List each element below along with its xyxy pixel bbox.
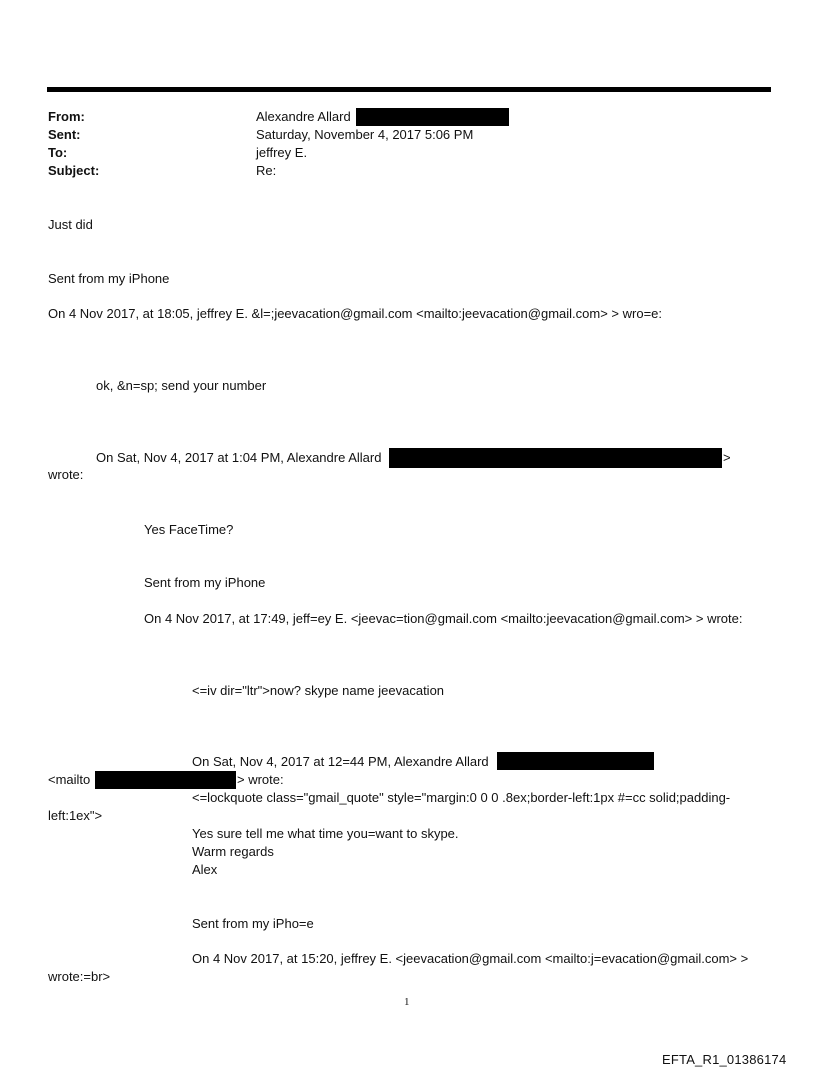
body-line-facetime: Yes FaceTime? [144, 522, 234, 537]
header-rule [47, 87, 771, 92]
quote-header-5-wrote: wrote:=br> [48, 969, 111, 984]
body-line-signature-2: Sent from my iPhone [144, 575, 266, 590]
quote-header-2-wrote: wrote: [48, 467, 84, 482]
from-value: Alexandre Allard [256, 109, 351, 124]
to-label: To: [48, 145, 68, 160]
quote-header-1: On 4 Nov 2017, at 18:05, jeffrey E. &l=;jeevacation@gmail.com <mailto:jeevacation@gmail.com> > wro=e: [48, 306, 662, 321]
quote-header-3: On 4 Nov 2017, at 17:49, jeff=ey E. <jeevac=tion@gmail.com <mailto:jeevacation@gmail.com> > wrote: [144, 611, 743, 626]
subject-value: Re: [256, 163, 277, 178]
to-value: jeffrey E. [256, 145, 308, 160]
quote-header-4-wrote: > wrote: [237, 772, 284, 787]
document-id: EFTA_R1_01386174 [662, 1052, 787, 1067]
body-line-signature-3: Sent from my iPho=e [192, 916, 314, 931]
body-line-skype-name: <=iv dir="ltr">now? skype name jeevacation [192, 683, 445, 698]
quote-header-4: On Sat, Nov 4, 2017 at 12=44 PM, Alexandre Allard [192, 754, 489, 769]
redaction-email-4 [497, 752, 654, 770]
redaction-mailto-4 [95, 771, 236, 789]
sent-value: Saturday, November 4, 2017 5:06 PM [256, 127, 474, 142]
blockquote-markup-1: <=lockquote class="gmail_quote" style="margin:0 0 0 .8ex;border-left:1px #=cc solid;padding- [192, 790, 731, 805]
body-line-skype-time: Yes sure tell me what time you=want to skype. [192, 826, 459, 841]
body-line-just-did: Just did [48, 217, 93, 232]
sent-label: Sent: [48, 127, 81, 142]
redaction-email-2 [389, 448, 722, 468]
body-line-alex: Alex [192, 862, 218, 877]
redaction-from-email [356, 108, 509, 126]
page-number: 1 [404, 996, 410, 1008]
quote-header-5: On 4 Nov 2017, at 15:20, jeffrey E. <jeevacation@gmail.com <mailto:j=evacation@gmail.com> > [192, 951, 749, 966]
quote-header-2-bracket: > [723, 450, 731, 465]
body-line-warm-regards: Warm regards [192, 844, 274, 859]
body-line-send-number: ok, &n=sp; send your number [96, 378, 267, 393]
blockquote-markup-2: left:1ex"> [48, 808, 103, 823]
body-line-signature: Sent from my iPhone [48, 271, 170, 286]
quote-header-4-mailto: <mailto [48, 772, 91, 787]
subject-label: Subject: [48, 163, 100, 178]
quote-header-2: On Sat, Nov 4, 2017 at 1:04 PM, Alexandre Allard [96, 450, 382, 465]
from-label: From: [48, 109, 85, 124]
